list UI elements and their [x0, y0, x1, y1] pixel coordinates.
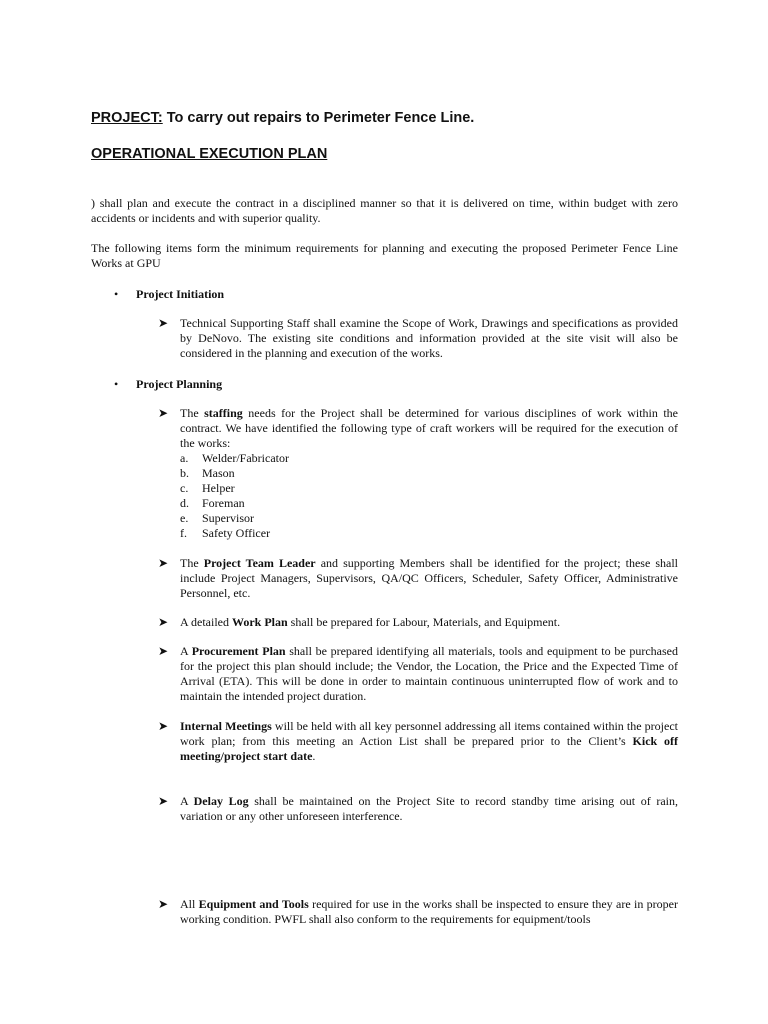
- plan-title: OPERATIONAL EXECUTION PLAN: [91, 146, 328, 162]
- list-text: Welder/Fabricator: [202, 451, 289, 465]
- equipment-post: required for use in the works shall be inspected to ensure they are in proper working condition. PWFL shall also conform to the requirements for equipment/tools: [180, 897, 678, 926]
- staffing-pre: The: [180, 406, 205, 420]
- team-leader-bold: Project Team Leader: [203, 556, 316, 570]
- bullet-icon: •: [114, 287, 119, 301]
- team-leader-item: [180, 556, 678, 601]
- arrow-bullet-icon: ➤: [158, 794, 169, 808]
- staffing-item: [180, 406, 678, 451]
- list-text: Foreman: [202, 496, 245, 510]
- section-heading-initiation: Project Initiation: [136, 287, 225, 301]
- procurement-post: shall be prepared identifying all materials, tools and equipment to be purchased for the project this plan should include; the Vendor, the Location, the Price and the Expected Time of Arrival (ETA). This will be done in order to maintain continuous uninterrupted flow of work and to maintain the intended project duration.: [180, 644, 678, 703]
- list-letter: c.: [180, 481, 189, 495]
- intro-paragraph-2: The following items form the minimum requirements for planning and executing the proposed Perimeter Fence Line Works at GPU: [91, 241, 678, 270]
- intro-paragraph-1: ) shall plan and execute the contract in a disciplined manner so that it is delivered on time, within budget with zero accidents or incidents and with superior quality.: [91, 196, 678, 225]
- list-text: Mason: [202, 466, 235, 480]
- procurement-item: [180, 644, 678, 704]
- list-item: [180, 481, 480, 496]
- project-label: PROJECT:: [91, 110, 163, 126]
- equipment-pre: All: [180, 897, 199, 911]
- meetings-bold: Internal Meetings: [180, 719, 272, 733]
- work-plan-item: [180, 615, 678, 630]
- list-letter: e.: [180, 511, 189, 525]
- arrow-bullet-icon: ➤: [158, 556, 169, 570]
- meetings-mid: will be held with all key personnel addressing all items contained within the project work plan; from this meeting an Action List shall be prepared prior to the Client’s: [180, 719, 678, 748]
- bullet-icon: •: [114, 377, 119, 391]
- staffing-bold: staffing: [204, 406, 243, 420]
- list-letter: d.: [180, 496, 189, 510]
- project-title: To carry out repairs to Perimeter Fence Line: [162, 110, 471, 126]
- craft-workers-list: [180, 451, 480, 541]
- list-item: [180, 451, 480, 466]
- delay-log-bold: Delay Log: [193, 794, 249, 808]
- list-letter: f.: [180, 526, 187, 540]
- arrow-bullet-icon: ➤: [158, 897, 169, 911]
- list-text: Helper: [202, 481, 235, 495]
- list-text: Safety Officer: [202, 526, 271, 540]
- list-item: [180, 496, 480, 511]
- meetings-item: [180, 719, 678, 764]
- procurement-bold: Procurement Plan: [191, 644, 286, 658]
- meetings-post: .: [312, 749, 316, 763]
- team-leader-pre: The: [180, 556, 204, 570]
- equipment-item: [180, 897, 678, 927]
- list-letter: b.: [180, 466, 189, 480]
- arrow-bullet-icon: ➤: [158, 615, 169, 629]
- list-letter: a.: [180, 451, 189, 465]
- delay-log-post: shall be maintained on the Project Site to record standby time arising out of rain, variation or any other unforeseen interference.: [180, 794, 678, 823]
- procurement-pre: A: [180, 644, 192, 658]
- work-plan-post: shall be prepared for Labour, Materials, and Equipment.: [287, 615, 561, 629]
- team-leader-post: and supporting Members shall be identified for the project; these shall include Project Managers, Supervisors, QA/QC Officers, Scheduler, Safety Officer, Administrative Personnel, etc.: [180, 556, 679, 600]
- arrow-bullet-icon: ➤: [158, 719, 169, 733]
- list-text: Supervisor: [202, 511, 254, 525]
- delay-log-item: [180, 794, 678, 824]
- equipment-bold: Equipment and Tools: [198, 897, 309, 911]
- initiation-item: Technical Supporting Staff shall examine the Scope of Work, Drawings and specifications as provided by DeNovo. The existing site conditions and information provided at the site visit will also be considered in the planning and execution of the works.: [180, 316, 678, 360]
- arrow-bullet-icon: ➤: [158, 406, 169, 420]
- delay-log-pre: A: [180, 794, 194, 808]
- list-item: [180, 526, 480, 541]
- list-item: [180, 511, 480, 526]
- work-plan-bold: Work Plan: [231, 615, 288, 629]
- section-heading-planning: Project Planning: [136, 377, 223, 391]
- list-item: [180, 466, 480, 481]
- staffing-post: needs for the Project shall be determined for various disciplines of work within the contract. We have identified the following type of craft workers will be required for the execution of the works:: [180, 406, 678, 450]
- project-title-period: .: [470, 110, 475, 126]
- project-heading: [91, 111, 474, 126]
- arrow-bullet-icon: ➤: [158, 316, 169, 330]
- arrow-bullet-icon: ➤: [158, 644, 169, 658]
- meetings-bold-2: Kick off meeting/project start date: [180, 734, 678, 763]
- work-plan-pre: A detailed: [180, 615, 232, 629]
